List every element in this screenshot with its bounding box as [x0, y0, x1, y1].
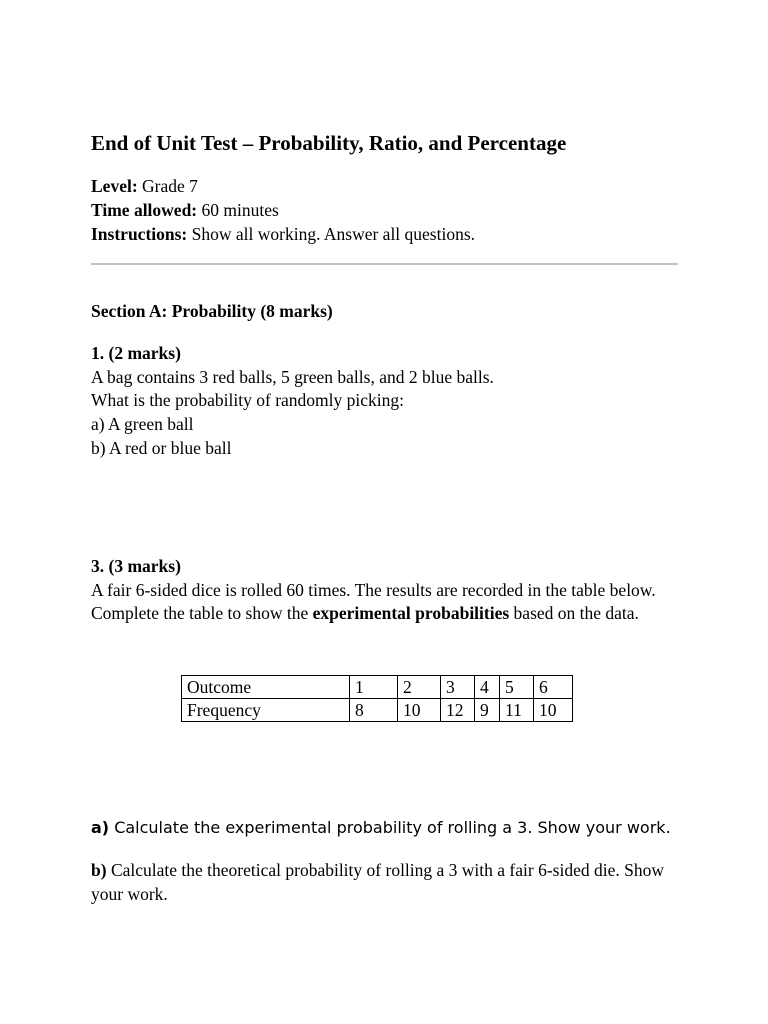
table-row [182, 699, 573, 722]
table-row-header: Frequency [182, 699, 350, 722]
level-line [91, 174, 475, 198]
table-row [182, 676, 573, 699]
table-cell: 5 [500, 676, 534, 699]
question-3-part-a [91, 816, 671, 840]
instructions-line [91, 222, 475, 246]
table-row-header: Outcome [182, 676, 350, 699]
time-value: 60 minutes [201, 200, 279, 220]
question-1-option-b: b) A red or blue ball [91, 437, 232, 458]
table-cell: 12 [441, 699, 475, 722]
frequency-table [181, 675, 573, 722]
question-1-line: A bag contains 3 red balls, 5 green balls, and 2 blue balls. [91, 366, 494, 387]
table-cell: 4 [475, 676, 500, 699]
question-1-line: What is the probability of randomly picking: [91, 390, 404, 411]
question-3-heading: 3. (3 marks) [91, 556, 181, 576]
instructions-label: Instructions: [91, 224, 188, 244]
question-1-option-a: a) A green ball [91, 414, 194, 435]
question-1-heading: 1. (2 marks) [91, 343, 181, 363]
question-3 [91, 555, 691, 626]
table-cell: 2 [398, 676, 441, 699]
level-label: Level: [91, 176, 138, 196]
level-value: Grade 7 [142, 176, 198, 196]
page-title: End of Unit Test – Probability, Ratio, and Percentage [91, 131, 567, 155]
part-b-text: Calculate the theoretical probability of rolling a 3 with a fair 6-sided die. Show your work. [91, 860, 664, 904]
table-cell: 10 [534, 699, 573, 722]
table-cell: 11 [500, 699, 534, 722]
question-3-text-before: A fair 6-sided dice is rolled 60 times. The results are recorded in the table below. Complete the table to show the [91, 579, 656, 624]
section-a-heading: Section A: Probability (8 marks) [91, 301, 333, 321]
time-line [91, 198, 475, 222]
table-cell: 1 [350, 676, 398, 699]
question-1 [91, 342, 691, 461]
table-cell: 9 [475, 699, 500, 722]
part-a-text: Calculate the experimental probability of rolling a 3. Show your work. [109, 818, 671, 837]
table-cell: 8 [350, 699, 398, 722]
instructions-value: Show all working. Answer all questions. [191, 224, 476, 244]
test-meta [91, 174, 475, 246]
time-label: Time allowed: [91, 200, 198, 220]
part-a-label: a) [91, 818, 110, 837]
part-b-label: b) [91, 860, 107, 880]
table-cell: 6 [534, 676, 573, 699]
question-3-part-b [91, 858, 691, 906]
table-cell: 3 [441, 676, 475, 699]
question-3-text-after: based on the data. [509, 603, 639, 624]
question-3-text-bold: experimental probabilities [312, 603, 510, 624]
question-3-text [91, 579, 691, 626]
horizontal-divider [91, 263, 678, 265]
table-cell: 10 [398, 699, 441, 722]
